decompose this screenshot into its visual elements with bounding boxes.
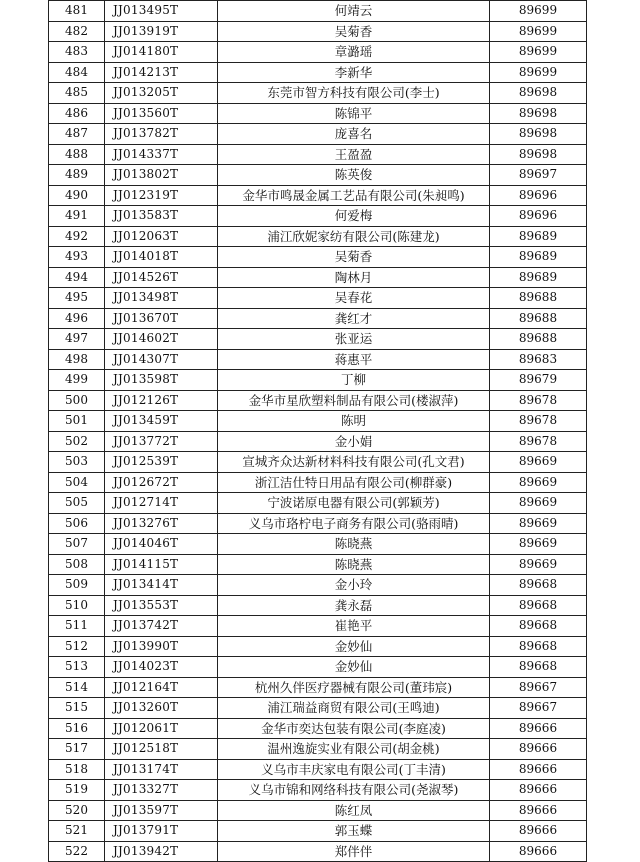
entrant-name-cell: 宁波诺原电器有限公司(郭颖芳): [218, 493, 490, 514]
table-row: [49, 124, 587, 145]
rank-number-cell: 497: [49, 329, 105, 350]
table-row: [49, 247, 587, 268]
rank-number-cell: 492: [49, 226, 105, 247]
entry-code-cell: JJ013942T: [105, 841, 218, 862]
entrant-name-cell: 金小玲: [218, 575, 490, 596]
entrant-name-cell: 金华市星欣塑料制品有限公司(楼淑萍): [218, 390, 490, 411]
entrant-name-cell: 义乌市珞柠电子商务有限公司(骆雨晴): [218, 513, 490, 534]
score-cell: 89666: [490, 800, 587, 821]
rank-number-cell: 499: [49, 370, 105, 391]
score-cell: 89696: [490, 185, 587, 206]
score-cell: 89669: [490, 513, 587, 534]
rank-number-cell: 509: [49, 575, 105, 596]
score-cell: 89678: [490, 431, 587, 452]
entrant-name-cell: 金妙仙: [218, 657, 490, 678]
entrant-name-cell: 丁柳: [218, 370, 490, 391]
score-cell: 89689: [490, 247, 587, 268]
score-cell: 89678: [490, 390, 587, 411]
score-cell: 89669: [490, 452, 587, 473]
rank-number-cell: 494: [49, 267, 105, 288]
table-row: [49, 513, 587, 534]
table-row: [49, 636, 587, 657]
entry-code-cell: JJ012319T: [105, 185, 218, 206]
entrant-name-cell: 蒋惠平: [218, 349, 490, 370]
entrant-name-cell: 金小娟: [218, 431, 490, 452]
score-cell: 89666: [490, 739, 587, 760]
score-cell: 89666: [490, 841, 587, 862]
entry-code-cell: JJ012714T: [105, 493, 218, 514]
table-row: [49, 21, 587, 42]
entrant-name-cell: 何靖云: [218, 1, 490, 22]
entry-code-cell: JJ013772T: [105, 431, 218, 452]
score-cell: 89667: [490, 698, 587, 719]
rank-number-cell: 495: [49, 288, 105, 309]
entrant-name-cell: 龚红才: [218, 308, 490, 329]
entrant-name-cell: 义乌市锦和网络科技有限公司(尧淑琴): [218, 780, 490, 801]
table-row: [49, 185, 587, 206]
entrant-name-cell: 陈红凤: [218, 800, 490, 821]
rank-number-cell: 493: [49, 247, 105, 268]
table-row: [49, 493, 587, 514]
entry-code-cell: JJ014337T: [105, 144, 218, 165]
rank-number-cell: 502: [49, 431, 105, 452]
entrant-name-cell: 王盈盈: [218, 144, 490, 165]
rank-number-cell: 507: [49, 534, 105, 555]
rank-number-cell: 496: [49, 308, 105, 329]
rank-number-cell: 517: [49, 739, 105, 760]
entry-code-cell: JJ013414T: [105, 575, 218, 596]
table-row: [49, 677, 587, 698]
entrant-name-cell: 杭州久伴医疗器械有限公司(董玮宸): [218, 677, 490, 698]
table-row: [49, 554, 587, 575]
entrant-name-cell: 东莞市智方科技有限公司(李士): [218, 83, 490, 104]
score-cell: 89668: [490, 636, 587, 657]
rank-number-cell: 510: [49, 595, 105, 616]
rank-number-cell: 491: [49, 206, 105, 227]
entrant-name-cell: 吴春花: [218, 288, 490, 309]
rank-number-cell: 482: [49, 21, 105, 42]
score-cell: 89678: [490, 411, 587, 432]
rank-number-cell: 520: [49, 800, 105, 821]
table-row: [49, 308, 587, 329]
table-row: [49, 534, 587, 555]
table-row: [49, 329, 587, 350]
score-cell: 89666: [490, 759, 587, 780]
score-cell: 89669: [490, 554, 587, 575]
entry-code-cell: JJ013260T: [105, 698, 218, 719]
score-cell: 89698: [490, 83, 587, 104]
rank-number-cell: 481: [49, 1, 105, 22]
rank-number-cell: 500: [49, 390, 105, 411]
rank-number-cell: 489: [49, 165, 105, 186]
score-cell: 89697: [490, 165, 587, 186]
entry-code-cell: JJ013495T: [105, 1, 218, 22]
entrant-name-cell: 陈英俊: [218, 165, 490, 186]
rank-number-cell: 511: [49, 616, 105, 637]
entry-code-cell: JJ013553T: [105, 595, 218, 616]
entry-code-cell: JJ014115T: [105, 554, 218, 575]
score-cell: 89679: [490, 370, 587, 391]
entry-code-cell: JJ012063T: [105, 226, 218, 247]
score-cell: 89699: [490, 42, 587, 63]
entrant-name-cell: 义乌市丰庆家电有限公司(丁丰清): [218, 759, 490, 780]
entrant-name-cell: 何爱梅: [218, 206, 490, 227]
entry-code-cell: JJ014180T: [105, 42, 218, 63]
entry-code-cell: JJ013670T: [105, 308, 218, 329]
table-row: [49, 206, 587, 227]
table-row: [49, 431, 587, 452]
entry-code-cell: JJ013791T: [105, 821, 218, 842]
score-cell: 89699: [490, 21, 587, 42]
entrant-name-cell: 陈明: [218, 411, 490, 432]
entry-code-cell: JJ013919T: [105, 21, 218, 42]
entrant-name-cell: 金华市奕达包装有限公司(李庭凌): [218, 718, 490, 739]
table-row: [49, 739, 587, 760]
entry-code-cell: JJ012126T: [105, 390, 218, 411]
table-row: [49, 42, 587, 63]
entrant-name-cell: 庞喜名: [218, 124, 490, 145]
rank-number-cell: 515: [49, 698, 105, 719]
entrant-name-cell: 浙江洁仕特日用品有限公司(柳群豪): [218, 472, 490, 493]
table-row: [49, 698, 587, 719]
score-cell: 89666: [490, 780, 587, 801]
entrant-name-cell: 金华市鸣晟金属工艺品有限公司(朱昶鸣): [218, 185, 490, 206]
table-row: [49, 267, 587, 288]
rank-number-cell: 487: [49, 124, 105, 145]
entrant-name-cell: 崔艳平: [218, 616, 490, 637]
score-cell: 89668: [490, 616, 587, 637]
entry-code-cell: JJ012061T: [105, 718, 218, 739]
table-row: [49, 1, 587, 22]
table-row: [49, 759, 587, 780]
score-cell: 89689: [490, 226, 587, 247]
entry-code-cell: JJ014602T: [105, 329, 218, 350]
entry-code-cell: JJ013990T: [105, 636, 218, 657]
table-row: [49, 103, 587, 124]
rank-number-cell: 501: [49, 411, 105, 432]
score-cell: 89699: [490, 1, 587, 22]
entry-code-cell: JJ012672T: [105, 472, 218, 493]
score-cell: 89669: [490, 472, 587, 493]
entry-code-cell: JJ013459T: [105, 411, 218, 432]
results-sheet: [48, 0, 586, 862]
score-cell: 89698: [490, 103, 587, 124]
table-row: [49, 144, 587, 165]
entrant-name-cell: 宣城齐众达新材料科技有限公司(孔文君): [218, 452, 490, 473]
table-row: [49, 800, 587, 821]
table-row: [49, 370, 587, 391]
score-cell: 89669: [490, 534, 587, 555]
entry-code-cell: JJ012518T: [105, 739, 218, 760]
table-row: [49, 226, 587, 247]
score-cell: 89688: [490, 308, 587, 329]
table-row: [49, 841, 587, 862]
table-row: [49, 657, 587, 678]
table-row: [49, 288, 587, 309]
rank-number-cell: 513: [49, 657, 105, 678]
entry-code-cell: JJ014023T: [105, 657, 218, 678]
rank-number-cell: 483: [49, 42, 105, 63]
rank-number-cell: 488: [49, 144, 105, 165]
entrant-name-cell: 吴菊香: [218, 247, 490, 268]
entrant-name-cell: 陈锦平: [218, 103, 490, 124]
score-cell: 89669: [490, 493, 587, 514]
entrant-name-cell: 陈晓燕: [218, 554, 490, 575]
table-row: [49, 62, 587, 83]
rank-number-cell: 522: [49, 841, 105, 862]
score-cell: 89688: [490, 288, 587, 309]
entrant-name-cell: 龚永磊: [218, 595, 490, 616]
ranking-table: [48, 0, 587, 862]
entry-code-cell: JJ013742T: [105, 616, 218, 637]
entry-code-cell: JJ014526T: [105, 267, 218, 288]
score-cell: 89689: [490, 267, 587, 288]
entrant-name-cell: 郭玉蝶: [218, 821, 490, 842]
entrant-name-cell: 吴菊香: [218, 21, 490, 42]
entry-code-cell: JJ013276T: [105, 513, 218, 534]
score-cell: 89667: [490, 677, 587, 698]
entry-code-cell: JJ013597T: [105, 800, 218, 821]
table-row: [49, 349, 587, 370]
entrant-name-cell: 浦江欣妮家纺有限公司(陈建龙): [218, 226, 490, 247]
rank-number-cell: 484: [49, 62, 105, 83]
entry-code-cell: JJ012539T: [105, 452, 218, 473]
entry-code-cell: JJ013327T: [105, 780, 218, 801]
entry-code-cell: JJ013598T: [105, 370, 218, 391]
rank-number-cell: 485: [49, 83, 105, 104]
score-cell: 89688: [490, 329, 587, 350]
ranking-table-body: [49, 1, 587, 862]
rank-number-cell: 508: [49, 554, 105, 575]
score-cell: 89666: [490, 718, 587, 739]
table-row: [49, 780, 587, 801]
table-row: [49, 411, 587, 432]
table-row: [49, 83, 587, 104]
table-row: [49, 718, 587, 739]
entry-code-cell: JJ013560T: [105, 103, 218, 124]
entrant-name-cell: 李新华: [218, 62, 490, 83]
rank-number-cell: 518: [49, 759, 105, 780]
entrant-name-cell: 张亚运: [218, 329, 490, 350]
table-row: [49, 472, 587, 493]
rank-number-cell: 521: [49, 821, 105, 842]
rank-number-cell: 514: [49, 677, 105, 698]
score-cell: 89668: [490, 657, 587, 678]
entry-code-cell: JJ013498T: [105, 288, 218, 309]
entrant-name-cell: 章潞瑶: [218, 42, 490, 63]
score-cell: 89696: [490, 206, 587, 227]
rank-number-cell: 505: [49, 493, 105, 514]
entrant-name-cell: 浦江瑞益商贸有限公司(王鸣迪): [218, 698, 490, 719]
rank-number-cell: 516: [49, 718, 105, 739]
table-row: [49, 452, 587, 473]
table-row: [49, 165, 587, 186]
rank-number-cell: 512: [49, 636, 105, 657]
entry-code-cell: JJ014213T: [105, 62, 218, 83]
score-cell: 89699: [490, 62, 587, 83]
entrant-name-cell: 金妙仙: [218, 636, 490, 657]
rank-number-cell: 503: [49, 452, 105, 473]
score-cell: 89698: [490, 124, 587, 145]
entry-code-cell: JJ013583T: [105, 206, 218, 227]
score-cell: 89666: [490, 821, 587, 842]
entry-code-cell: JJ013205T: [105, 83, 218, 104]
entrant-name-cell: 郑伴伴: [218, 841, 490, 862]
entry-code-cell: JJ014046T: [105, 534, 218, 555]
table-row: [49, 821, 587, 842]
rank-number-cell: 486: [49, 103, 105, 124]
score-cell: 89698: [490, 144, 587, 165]
rank-number-cell: 506: [49, 513, 105, 534]
entry-code-cell: JJ014018T: [105, 247, 218, 268]
entrant-name-cell: 陶林月: [218, 267, 490, 288]
table-row: [49, 390, 587, 411]
score-cell: 89668: [490, 575, 587, 596]
rank-number-cell: 504: [49, 472, 105, 493]
score-cell: 89683: [490, 349, 587, 370]
rank-number-cell: 490: [49, 185, 105, 206]
table-row: [49, 616, 587, 637]
entrant-name-cell: 陈晓燕: [218, 534, 490, 555]
entry-code-cell: JJ013174T: [105, 759, 218, 780]
rank-number-cell: 519: [49, 780, 105, 801]
table-row: [49, 595, 587, 616]
rank-number-cell: 498: [49, 349, 105, 370]
entry-code-cell: JJ013782T: [105, 124, 218, 145]
entry-code-cell: JJ012164T: [105, 677, 218, 698]
entry-code-cell: JJ013802T: [105, 165, 218, 186]
score-cell: 89668: [490, 595, 587, 616]
table-row: [49, 575, 587, 596]
entry-code-cell: JJ014307T: [105, 349, 218, 370]
entrant-name-cell: 温州逸旋实业有限公司(胡金桃): [218, 739, 490, 760]
